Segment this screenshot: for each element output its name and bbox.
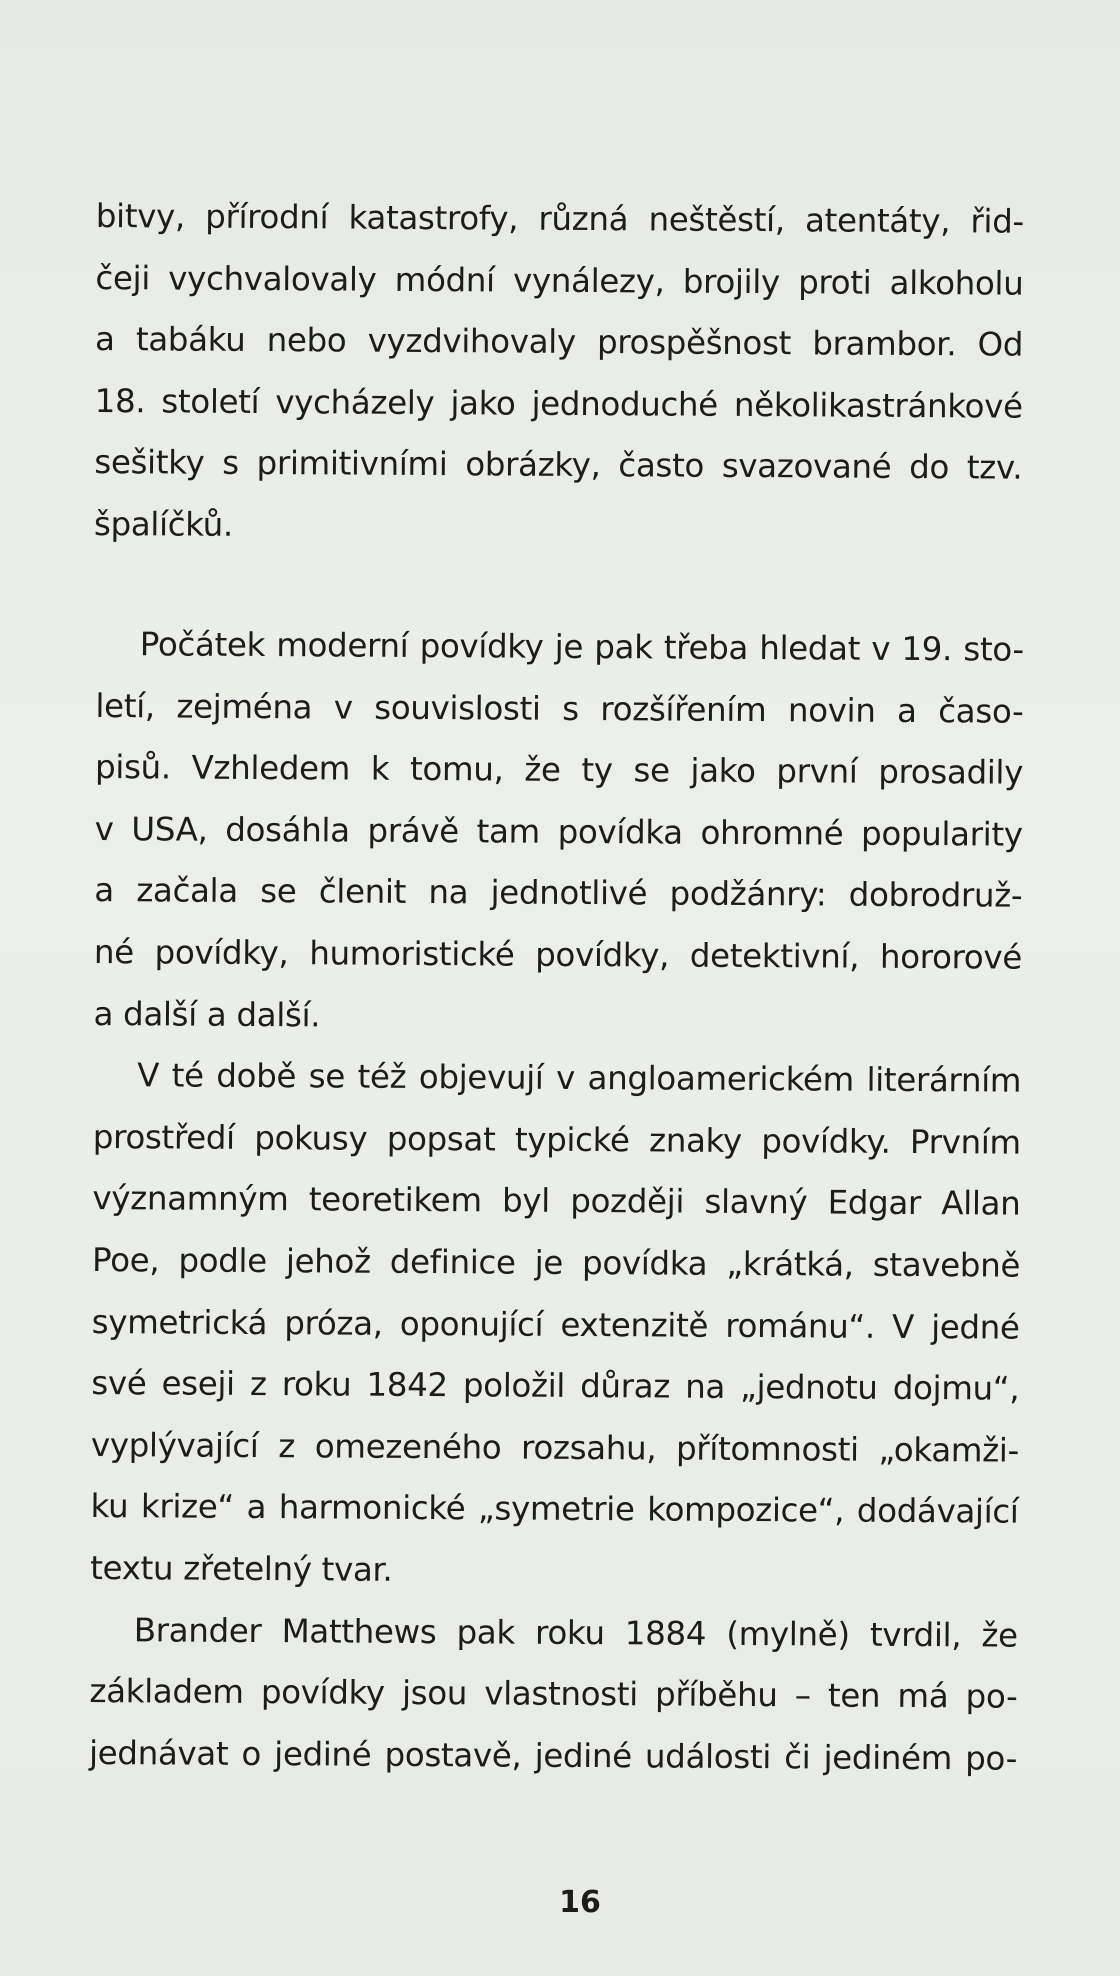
text-line: své eseji z roku 1842 položil důraz na „jednotu dojmu“, (91, 1364, 1020, 1408)
paragraph-2 (93, 614, 1024, 1051)
text-line: 18. století vycházely jako jednoduché několikastránkové (94, 381, 1023, 426)
text-line: vyplývající z omezeného rozsahu, přítomnosti „okamži- (90, 1425, 1020, 1470)
text-line: textu zřetelný tvar. (90, 1548, 393, 1589)
text-line: Počátek moderní povídky je pak třeba hledat v 19. sto- (139, 625, 1024, 669)
text-line: v USA, dosáhla právě tam povídka ohromné popularity (94, 809, 1023, 854)
text-line: sešitky s primitivními obrázky, často svazované do tzv. (94, 443, 1023, 488)
text-line: ku krize“ a harmonické „symetrie kompozice“, dodávající (90, 1487, 1019, 1531)
text-line: špalíčků. (93, 504, 234, 544)
text-line: a začala se členit na jednotlivé podžánry: dobrodruž- (94, 871, 1023, 916)
text-line: jednávat o jediné postavě, jediné události či jediném po- (88, 1733, 1018, 1778)
paragraph-group (89, 614, 1024, 1790)
paragraph-1 (94, 186, 1024, 561)
text-line: letí, zejména v souvislosti s rozšířením novin a časo- (95, 686, 1024, 731)
text-line: prostředí pokusy popsat typické znaky povídky. Prvním (92, 1117, 1021, 1162)
text-line: základem povídky jsou vlastnosti příběhu – ten má po- (89, 1672, 1018, 1716)
text-line: V té době se též objevují v angloamerickém literárním (137, 1056, 1022, 1100)
paragraph-3 (90, 1045, 1021, 1605)
text-line: bitvy, přírodní katastrofy, různá neštěstí, atentáty, řid- (95, 196, 1024, 241)
page-number: 16 (559, 1885, 601, 1920)
text-line: a další a další. (93, 994, 321, 1034)
text-line: Poe, podle jehož definice je povídka „krátká, stavebně (91, 1240, 1021, 1285)
text-line: a tabáku nebo vyzdvihovaly prospěšnost brambor. Od (94, 320, 1024, 364)
text-line: významným teoretikem byl později slavný Edgar Allan (92, 1179, 1021, 1224)
text-line: symetrická próza, oponující extenzitě románu“. V jedné (91, 1302, 1020, 1347)
text-line: čeji vychvalovaly módní vynálezy, brojily proti alkoholu (95, 258, 1024, 303)
text-line: né povídky, humoristické povídky, detektivní, hororové (93, 932, 1023, 977)
text-line: pisů. Vzhledem k tomu, že ty se jako první prosadily (94, 748, 1024, 792)
paragraph-4 (89, 1599, 1018, 1789)
text-line: Brander Matthews pak roku 1884 (mylně) tvrdil, že (133, 1610, 1018, 1655)
